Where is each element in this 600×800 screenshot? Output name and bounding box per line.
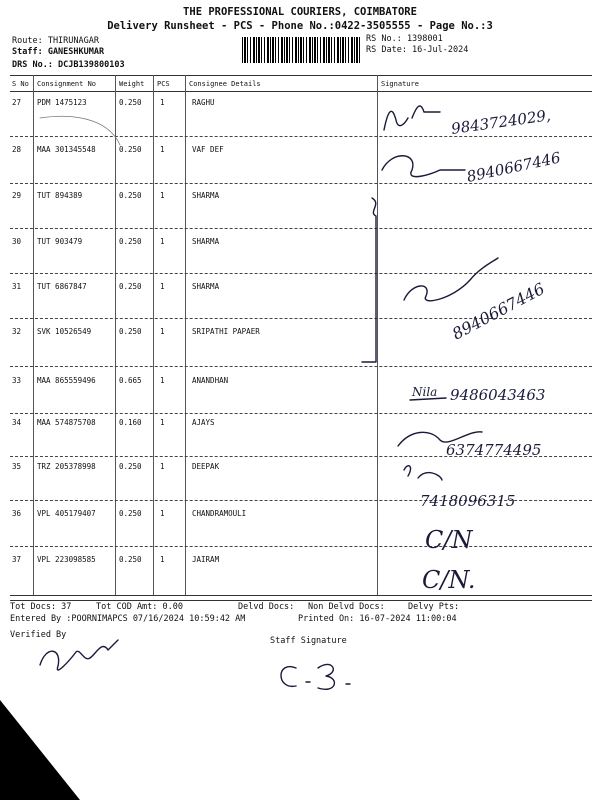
signature-scribble-27 xyxy=(384,106,440,130)
hw-phone-31: 8940667446 xyxy=(448,278,548,344)
hw-name-33: Nila xyxy=(412,385,438,399)
row-sno: 30 xyxy=(12,237,22,246)
signature-scribble-35 xyxy=(404,466,442,480)
row-sno: 36 xyxy=(12,509,22,518)
row-weight: 0.665 xyxy=(119,376,142,385)
route-label: Route: THIRUNAGAR xyxy=(12,36,99,46)
row-consignee: DEEPAK xyxy=(192,462,220,471)
company-title: THE PROFESSIONAL COURIERS, COIMBATORE xyxy=(183,6,417,18)
runsheet-subtitle: Delivery Runsheet - PCS - Phone No.:0422-3505555 - Page No.:3 xyxy=(107,20,493,32)
row-weight: 0.250 xyxy=(119,555,142,564)
row-weight: 0.160 xyxy=(119,418,142,427)
row-consignee: JAIRAM xyxy=(192,555,220,564)
row-sno: 31 xyxy=(12,282,22,291)
hw-phone-27: 9843724029, xyxy=(450,106,552,138)
row-consignment: MAA 301345548 xyxy=(37,145,96,154)
signature-scribble-28 xyxy=(382,156,465,177)
row-sno: 33 xyxy=(12,376,22,385)
row-sno: 35 xyxy=(12,462,22,471)
col-header-weight: Weight xyxy=(119,80,145,88)
row-weight: 0.250 xyxy=(119,327,142,336)
col-header-sno: S No xyxy=(12,80,29,88)
row-weight: 0.250 xyxy=(119,282,142,291)
total-cod-amount: Tot COD Amt: 0.00 xyxy=(96,602,183,612)
row-sno: 28 xyxy=(12,145,22,154)
row-consignee: AJAYS xyxy=(192,418,215,427)
footer-rule xyxy=(10,600,592,601)
row-consignee: VAF DEF xyxy=(192,145,224,154)
hw-phone-28: 8940667446 xyxy=(465,148,563,186)
row-consignee: CHANDRAMOULI xyxy=(192,509,247,518)
row-pcs: 1 xyxy=(160,282,165,291)
hw-phone-34: 6374774495 xyxy=(446,441,542,459)
row-consignment: PDM 1475123 xyxy=(37,98,87,107)
row-consignment: TUT 6867847 xyxy=(37,282,87,291)
row-pcs: 1 xyxy=(160,327,165,336)
pencil-mark xyxy=(40,116,120,145)
total-docs: Tot Docs: 37 xyxy=(10,602,72,612)
non-delivered-docs: Non Delvd Docs: xyxy=(308,602,385,612)
row-pcs: 1 xyxy=(160,376,165,385)
bracket-mark xyxy=(362,198,376,362)
row-consignee: SHARMA xyxy=(192,237,220,246)
row-consignee: SRIPATHI PAPAER xyxy=(192,327,260,336)
row-weight: 0.250 xyxy=(119,237,142,246)
row-sno: 29 xyxy=(12,191,22,200)
rs-date: RS Date: 16-Jul-2024 xyxy=(366,45,469,55)
verified-by-label: Verified By xyxy=(10,630,67,640)
delivery-points: Delvy Pts: xyxy=(408,602,460,612)
row-pcs: 1 xyxy=(160,237,165,246)
row-sno: 34 xyxy=(12,418,22,427)
row-consignee: SHARMA xyxy=(192,282,220,291)
staff-signature-label: Staff Signature xyxy=(270,636,347,646)
row-pcs: 1 xyxy=(160,509,165,518)
row-pcs: 1 xyxy=(160,191,165,200)
row-pcs: 1 xyxy=(160,418,165,427)
row-consignment: TUT 903479 xyxy=(37,237,83,246)
row-sno: 27 xyxy=(12,98,22,107)
drs-number: DRS No.: DCJB139800103 xyxy=(12,60,125,70)
col-header-signature: Signature xyxy=(381,80,419,88)
row-consignment: TRZ 205378998 xyxy=(37,462,96,471)
staff-signature xyxy=(281,664,350,689)
scan-shadow xyxy=(0,700,80,800)
row-pcs: 1 xyxy=(160,145,165,154)
col-header-consignee: Consignee Details xyxy=(189,80,261,88)
hw-cn-36: C/N xyxy=(425,526,473,554)
row-consignment: TUT 894389 xyxy=(37,191,83,200)
col-header-consignment: Consignment No xyxy=(37,80,97,88)
row-consignee: SHARMA xyxy=(192,191,220,200)
printed-on: Printed On: 16-07-2024 11:00:04 xyxy=(298,614,457,624)
hw-phone-35: 7418096315 xyxy=(420,492,516,510)
row-pcs: 1 xyxy=(160,462,165,471)
signature-scribble-31 xyxy=(404,258,498,301)
row-consignment: SVK 10526549 xyxy=(37,327,92,336)
row-sno: 37 xyxy=(12,555,22,564)
row-consignment: MAA 574875708 xyxy=(37,418,96,427)
row-weight: 0.250 xyxy=(119,462,142,471)
row-sno: 32 xyxy=(12,327,22,336)
row-weight: 0.250 xyxy=(119,98,142,107)
row-consignment: MAA 865559496 xyxy=(37,376,96,385)
delivered-docs: Delvd Docs: xyxy=(238,602,295,612)
row-pcs: 1 xyxy=(160,98,165,107)
hw-phone-33: 9486043463 xyxy=(450,386,546,404)
row-weight: 0.250 xyxy=(119,145,142,154)
staff-label: Staff: GANESHKUMAR xyxy=(12,47,105,57)
row-weight: 0.250 xyxy=(119,509,142,518)
entered-by: Entered By :POORNIMAPCS 07/16/2024 10:59:42 AM xyxy=(10,614,246,624)
row-consignee: RAGHU xyxy=(192,98,215,107)
row-consignment: VPL 223098585 xyxy=(37,555,96,564)
hw-cn-37: C/N. xyxy=(422,566,476,594)
row-consignee: ANANDHAN xyxy=(192,376,229,385)
row-consignment: VPL 405179407 xyxy=(37,509,96,518)
row-weight: 0.250 xyxy=(119,191,142,200)
row-pcs: 1 xyxy=(160,555,165,564)
col-header-pcs: PCS xyxy=(157,80,170,88)
rs-number: RS No.: 1398001 xyxy=(366,34,443,44)
verified-signature xyxy=(40,640,118,670)
